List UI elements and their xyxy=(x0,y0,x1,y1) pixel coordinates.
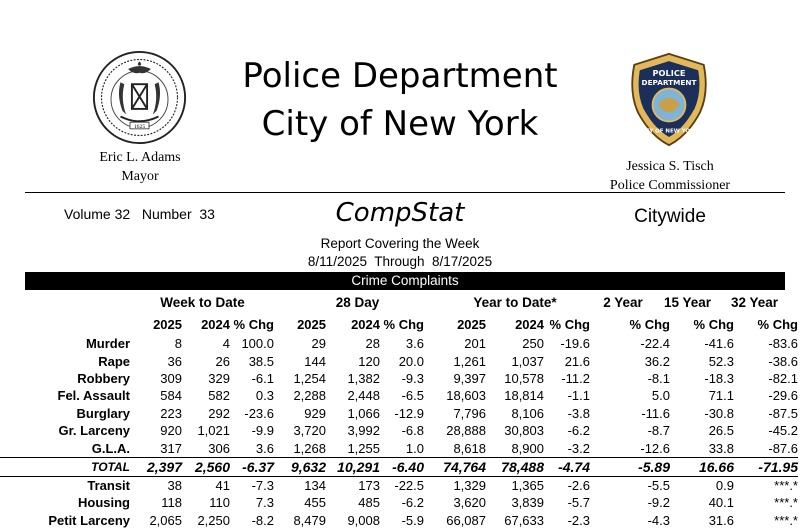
table-cell: -4.3 xyxy=(647,512,670,528)
table-cell: 31.6 xyxy=(708,512,734,528)
table-cell: 41 xyxy=(215,477,230,493)
badge-text-city: CITY OF NEW YORK xyxy=(639,128,699,135)
table-cell: -8.1 xyxy=(647,370,670,386)
row-label: Petit Larceny xyxy=(48,512,130,528)
header-rule xyxy=(25,192,785,193)
table-cell: -3.2 xyxy=(567,440,590,456)
table-cell: -83.6 xyxy=(768,336,798,352)
table-cell: 173 xyxy=(358,477,380,493)
commissioner-title: Police Commissioner xyxy=(609,178,731,193)
table-cell: 1,382 xyxy=(347,370,380,386)
row-label: Rape xyxy=(98,353,130,369)
column-header: 2024 xyxy=(515,317,544,332)
table-cell: 20.0 xyxy=(398,353,424,369)
table-cell: -12.6 xyxy=(640,440,670,456)
group-15-year: 15 Year xyxy=(663,295,712,310)
row-label: Housing xyxy=(78,495,130,511)
table-cell: 100.0 xyxy=(241,336,274,352)
table-cell: -29.6 xyxy=(768,388,798,404)
table-cell: -9.2 xyxy=(647,495,670,511)
table-cell: 38 xyxy=(167,477,182,493)
table-cell: 71.1 xyxy=(708,388,734,404)
table-cell: 2,065 xyxy=(149,512,182,528)
group-year-to-date: Year to Date* xyxy=(473,295,557,310)
table-cell: 3.6 xyxy=(255,440,274,456)
table-cell: -5.9 xyxy=(401,512,424,528)
column-header: 2025 xyxy=(153,317,182,332)
table-cell: 920 xyxy=(160,423,182,439)
table-cell: -12.9 xyxy=(394,405,424,421)
table-cell: 29 xyxy=(311,336,326,352)
table-cell: 2,560 xyxy=(182,457,230,476)
table-cell: 317 xyxy=(160,440,182,456)
table-cell: -6.1 xyxy=(251,370,274,386)
table-cell: 292 xyxy=(208,405,230,421)
table-cell: -82.1 xyxy=(768,370,798,386)
table-cell: 134 xyxy=(304,477,326,493)
table-cell: 455 xyxy=(304,495,326,511)
table-cell: 485 xyxy=(358,495,380,511)
row-label: Robbery xyxy=(77,370,130,386)
table-cell: 7.3 xyxy=(255,495,274,511)
table-cell: 2,250 xyxy=(197,512,230,528)
row-label: Murder xyxy=(85,336,130,352)
table-cell: 201 xyxy=(464,336,486,352)
table-cell: 28,888 xyxy=(446,423,486,439)
column-header: % Chg xyxy=(233,317,274,332)
table-cell: -30.8 xyxy=(704,405,734,421)
table-cell: 26 xyxy=(215,353,230,369)
table-cell: 38.5 xyxy=(248,353,274,369)
table-cell: -2.6 xyxy=(567,477,590,493)
table-cell: 8,618 xyxy=(453,440,486,456)
table-cell: 120 xyxy=(358,353,380,369)
table-cell: -5.7 xyxy=(567,495,590,511)
table-cell: ***.* xyxy=(774,477,798,493)
table-cell: 74,764 xyxy=(424,457,486,476)
table-cell: -6.37 xyxy=(230,457,274,476)
table-row xyxy=(0,335,798,352)
table-cell: -41.6 xyxy=(704,336,734,352)
table-cell: -6.2 xyxy=(567,423,590,439)
table-cell: 1,254 xyxy=(293,370,326,386)
table-cell: -6.5 xyxy=(401,388,424,404)
table-cell: -87.6 xyxy=(768,440,798,456)
column-header-row xyxy=(0,314,798,335)
row-label: TOTAL xyxy=(0,457,130,476)
table-cell: 1,066 xyxy=(347,405,380,421)
column-header: 2025 xyxy=(457,317,486,332)
table-cell: -71.95 xyxy=(734,457,798,476)
report-name: CompStat xyxy=(335,198,465,228)
table-cell: -8.7 xyxy=(647,423,670,439)
table-cell: 1,268 xyxy=(293,440,326,456)
commissioner-name: Jessica S. Tisch xyxy=(626,159,714,174)
table-cell: -5.5 xyxy=(647,477,670,493)
table-row xyxy=(0,405,798,422)
column-header: % Chg xyxy=(549,317,590,332)
table-cell: 223 xyxy=(160,405,182,421)
mayor-title: Mayor xyxy=(121,169,159,184)
row-label: G.L.A. xyxy=(91,440,130,456)
report-covering: Report Covering the Week xyxy=(320,236,480,251)
table-cell: 306 xyxy=(208,440,230,456)
table-cell: -45.2 xyxy=(768,423,798,439)
table-cell: 28 xyxy=(365,336,380,352)
table-cell: -5.89 xyxy=(590,457,670,476)
table-cell: -1.1 xyxy=(567,388,590,404)
table-cell: 3,620 xyxy=(453,495,486,511)
table-cell: 0.9 xyxy=(715,477,734,493)
table-cell: 3,720 xyxy=(293,423,326,439)
table-cell: -2.3 xyxy=(567,512,590,528)
table-row xyxy=(0,512,798,529)
table-cell: 3.6 xyxy=(405,336,424,352)
row-label: Transit xyxy=(87,477,130,493)
table-cell: -23.6 xyxy=(244,405,274,421)
column-header: % Chg xyxy=(629,317,670,332)
table-cell: -3.8 xyxy=(567,405,590,421)
table-cell: 250 xyxy=(522,336,544,352)
volume-number: Volume 32 Number 33 xyxy=(64,206,215,222)
table-cell: -9.3 xyxy=(401,370,424,386)
mayor-block xyxy=(60,148,220,186)
table-cell: 67,633 xyxy=(504,512,544,528)
table-cell: -9.9 xyxy=(251,423,274,439)
table-cell: -38.6 xyxy=(768,353,798,369)
table-cell: 1.0 xyxy=(405,440,424,456)
table-cell: 66,087 xyxy=(446,512,486,528)
column-header: 2025 xyxy=(297,317,326,332)
table-cell: 1,365 xyxy=(511,477,544,493)
table-cell: 309 xyxy=(160,370,182,386)
table-row xyxy=(0,476,798,494)
table-cell: -6.8 xyxy=(401,423,424,439)
table-cell: 118 xyxy=(161,495,182,511)
table-cell: 78,488 xyxy=(486,457,544,476)
table-cell: 26.5 xyxy=(708,423,734,439)
table-cell: 0.3 xyxy=(255,388,274,404)
report-dates: 8/11/2025 Through 8/17/2025 xyxy=(307,254,493,269)
row-label: Gr. Larceny xyxy=(58,423,130,439)
table-cell: 1,037 xyxy=(511,353,544,369)
table-row xyxy=(0,422,798,439)
table-cell: 8 xyxy=(174,336,182,352)
table-cell: ***.* xyxy=(774,512,798,528)
column-header: 2024 xyxy=(201,317,230,332)
group-28-day: 28 Day xyxy=(335,295,380,310)
table-cell: 18,814 xyxy=(504,388,544,404)
table-cell: 1,329 xyxy=(453,477,486,493)
table-row xyxy=(0,439,798,457)
table-cell: 9,397 xyxy=(453,370,486,386)
section-bar: Crime Complaints xyxy=(25,272,785,290)
table-cell: ***.* xyxy=(774,495,798,511)
table-cell: 10,578 xyxy=(504,370,544,386)
group-week-to-date: Week to Date xyxy=(160,295,245,310)
badge-text-department: DEPARTMENT xyxy=(641,77,697,87)
table-cell: -22.4 xyxy=(640,336,670,352)
table-row xyxy=(0,370,798,387)
table-cell: 3,839 xyxy=(511,495,544,511)
group-2-year: 2 Year xyxy=(603,295,643,310)
table-cell: 18,603 xyxy=(446,388,486,404)
table-cell: 2,448 xyxy=(347,388,380,404)
table-cell: -87.5 xyxy=(768,405,798,421)
table-cell: 1,255 xyxy=(347,440,380,456)
table-cell: 33.8 xyxy=(708,440,734,456)
table-cell: 21.6 xyxy=(564,353,590,369)
table-cell: 8,900 xyxy=(511,440,544,456)
table-cell: -4.74 xyxy=(544,457,590,476)
table-cell: 10,291 xyxy=(326,457,380,476)
table-cell: -18.3 xyxy=(704,370,734,386)
row-label: Burglary xyxy=(76,405,130,421)
badge-text-police: POLICE xyxy=(652,67,686,78)
table-cell: -11.6 xyxy=(641,405,670,421)
table-cell: 929 xyxy=(304,405,326,421)
table-cell: 36 xyxy=(167,353,182,369)
table-cell: 7,796 xyxy=(453,405,486,421)
table-cell: -8.2 xyxy=(251,512,274,528)
table-row xyxy=(0,387,798,404)
table-cell: 144 xyxy=(304,353,326,369)
crime-complaints-table xyxy=(0,314,798,529)
table-cell: 2,288 xyxy=(293,388,326,404)
title-line-2: City of New York xyxy=(261,104,539,144)
table-cell: 36.2 xyxy=(644,353,670,369)
title-line-1: Police Department xyxy=(242,56,558,96)
commissioner-block xyxy=(590,157,750,195)
table-cell: 110 xyxy=(209,495,230,511)
table-cell: -6.2 xyxy=(401,495,424,511)
table-cell: 584 xyxy=(160,388,182,404)
table-cell: 40.1 xyxy=(708,495,734,511)
table-row xyxy=(0,494,798,511)
table-cell: 9,632 xyxy=(274,457,326,476)
table-cell: 1,261 xyxy=(453,353,486,369)
column-header: % Chg xyxy=(757,317,798,332)
column-header-label xyxy=(0,314,130,335)
table-cell: -19.6 xyxy=(560,336,590,352)
group-32-year: 32 Year xyxy=(730,295,779,310)
column-header: % Chg xyxy=(383,317,424,332)
column-header: % Chg xyxy=(693,317,734,332)
total-row xyxy=(0,457,798,476)
table-cell: 2,397 xyxy=(130,457,182,476)
row-label: Fel. Assault xyxy=(57,388,130,404)
table-body xyxy=(0,335,798,529)
table-cell: -22.5 xyxy=(394,477,424,493)
column-header: 2024 xyxy=(351,317,380,332)
table-cell: 16.66 xyxy=(670,457,734,476)
seal-year: 1625 xyxy=(133,123,146,130)
table-cell: 4 xyxy=(222,336,230,352)
table-cell: -6.40 xyxy=(380,457,424,476)
table-cell: -11.2 xyxy=(561,370,590,386)
table-cell: 582 xyxy=(208,388,230,404)
table-row xyxy=(0,352,798,369)
table-cell: 5.0 xyxy=(651,388,670,404)
table-cell: 8,479 xyxy=(293,512,326,528)
table-cell: 8,106 xyxy=(511,405,544,421)
mayor-name: Eric L. Adams xyxy=(99,150,181,165)
table-cell: 1,021 xyxy=(197,423,230,439)
table-cell: 52.3 xyxy=(708,353,734,369)
table-cell: 9,008 xyxy=(347,512,380,528)
table-cell: 329 xyxy=(208,370,230,386)
table-cell: 3,992 xyxy=(347,423,380,439)
table-cell: 30,803 xyxy=(504,423,544,439)
table-cell: -7.3 xyxy=(251,477,274,493)
report-area: Citywide xyxy=(634,206,706,227)
